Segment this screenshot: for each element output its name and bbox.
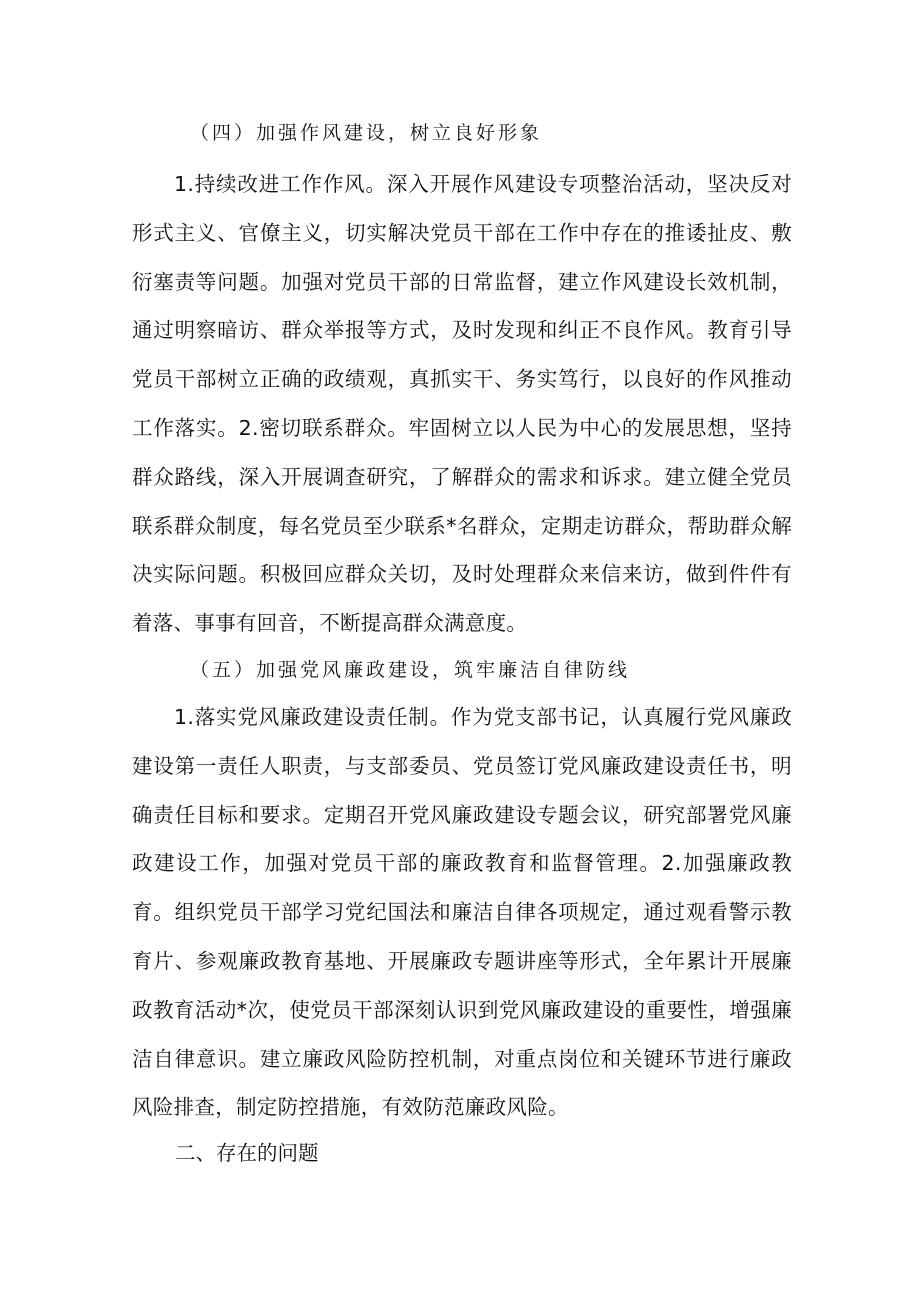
section-title-problems: 二、存在的问题 bbox=[175, 1141, 319, 1165]
paragraph-work-style: 1.持续改进工作作风。深入开展作风建设专项整治活动，坚决反对形式主义、官僚主义，切实解决党员干部在工作中存在的推诿扯皮、敷衍塞责等问题。加强对党员干部的日常监督，建立作风建设长效机制，通过明察暗访、群众举报等方式，及时发现和纠正不良作风。教育引导党员干部树立正确的政绩观，真抓实干、务实笃行，以良好的作风推动工作落实。2.密切联系群众。牢固树立以人民为中心的发展思想，坚持群众路线，深入开展调查研究，了解群众的需求和诉求。建立健全党员联系群众制度，每名党员至少联系*名群众，定期走访群众，帮助群众解决实际问题。积极回应群众关切，及时处理群众来信来访，做到件件有着落、事事有回音，不断提高群众满意度。 bbox=[132, 172, 792, 636]
subheading-four: （四）加强作风建设，树立良好形象 bbox=[190, 122, 543, 144]
subheading-five: （五）加强党风廉政建设，筑牢廉洁自律防线 bbox=[190, 659, 631, 681]
paragraph-clean-governance: 1.落实党风廉政建设责任制。作为党支部书记，认真履行党风廉政建设第一责任人职责，与支部委员、党员签订党风廉政建设责任书，明确责任目标和要求。定期召开党风廉政建设专题会议，研究部署党风廉政建设工作，加强对党员干部的廉政教育和监督管理。2.加强廉政教育。组织党员干部学习党纪国法和廉洁自律各项规定，通过观看警示教育片、参观廉政教育基地、开展廉政专题讲座等形式，全年累计开展廉政教育活动*次，使党员干部深刻认识到党风廉政建设的重要性，增强廉洁自律意识。建立廉政风险防控机制，对重点岗位和关键环节进行廉政风险排查，制定防控措施，有效防范廉政风险。 bbox=[132, 705, 792, 1120]
